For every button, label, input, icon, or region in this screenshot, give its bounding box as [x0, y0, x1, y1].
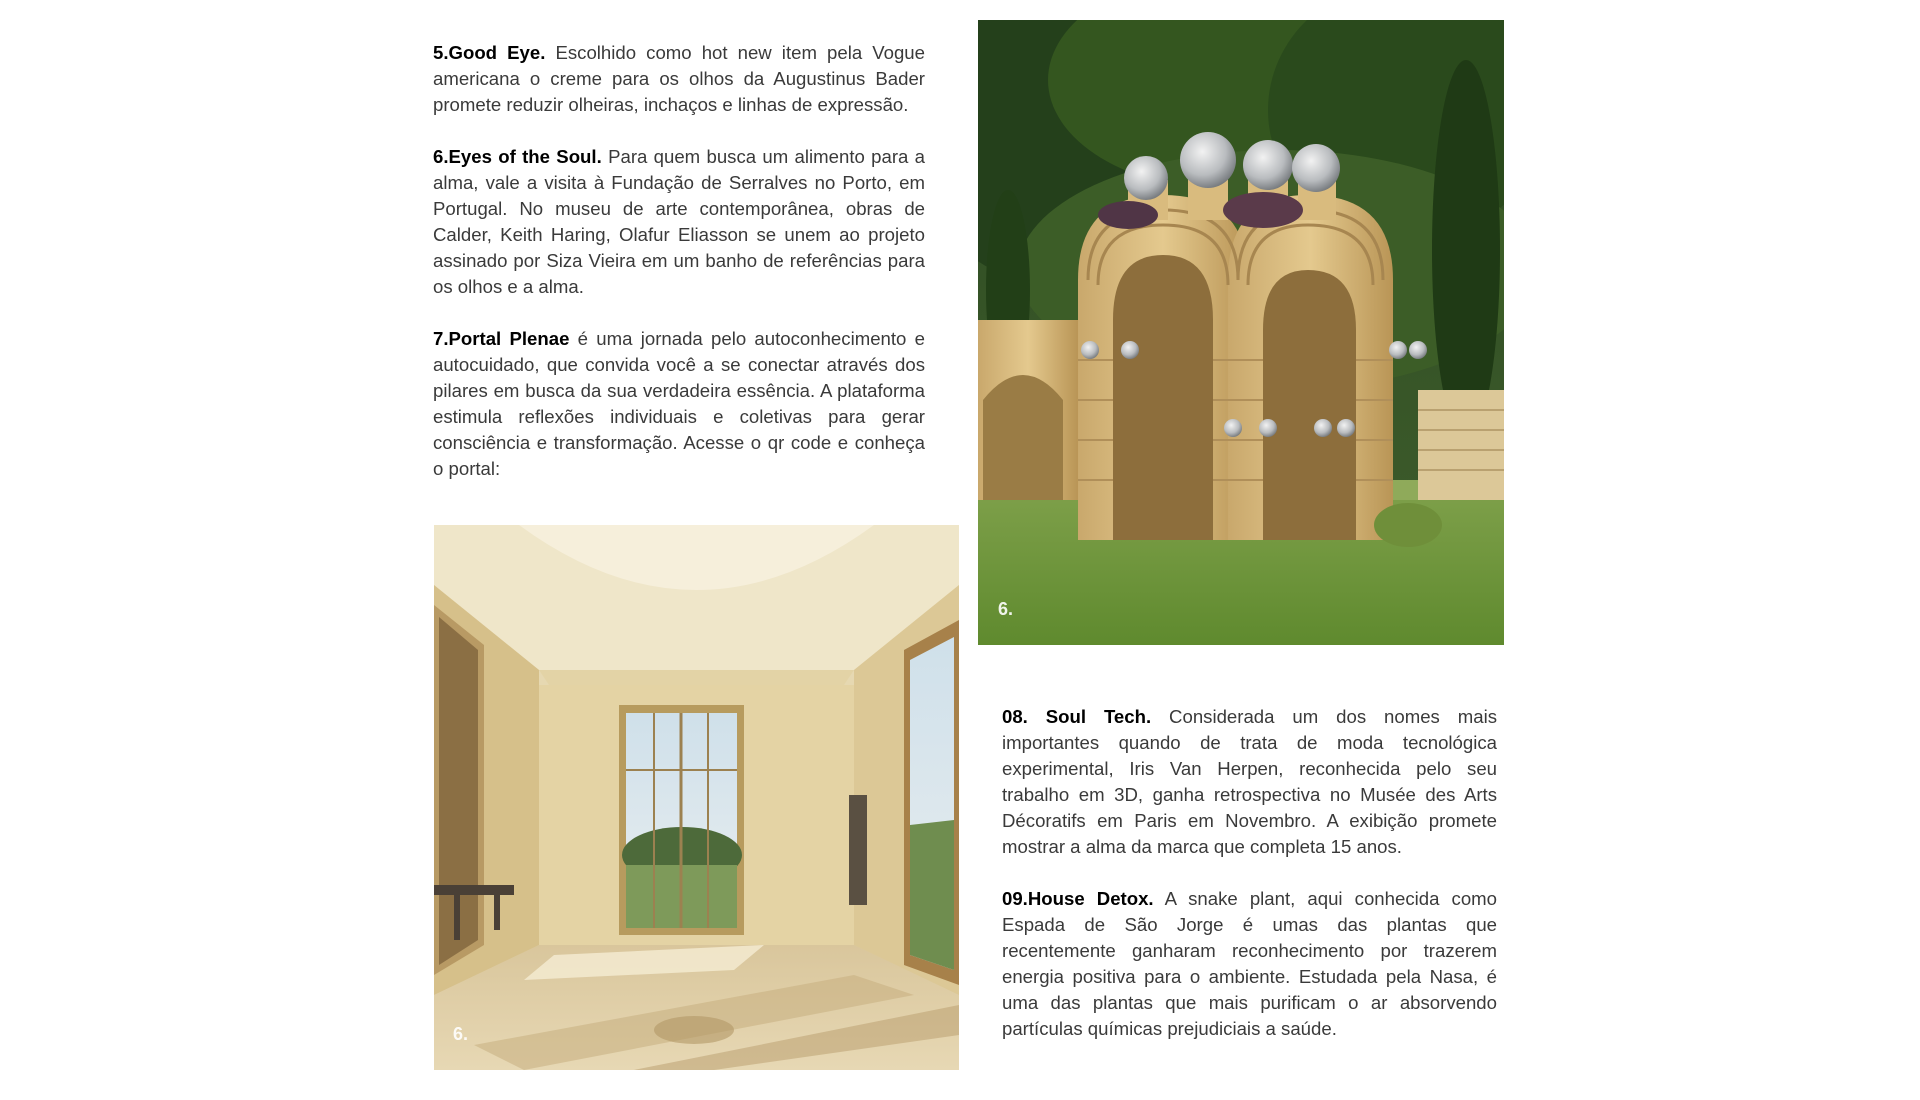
item-title: 08. Soul Tech.	[1002, 706, 1152, 727]
item-body: Para quem busca um alimento para a alma, vale a visita à Fundação de Serralves no Porto, em Portugal. No museu de arte contemporânea, obras de Calder, Keith Haring, Olafur Eliasson se unem ao projeto assinado por Siza Vieira em um banho de referências para os olhos e a alma.	[433, 146, 926, 297]
left-text-column	[433, 40, 925, 508]
item-title: 6.Eyes of the Soul.	[433, 146, 602, 167]
item-title: 7.Portal Plenae	[433, 328, 570, 349]
serralves-interior-photo	[434, 525, 959, 1070]
item-title: 09.House Detox.	[1002, 888, 1154, 909]
item-good-eye	[433, 40, 925, 118]
item-body: é uma jornada pelo autoconhecimento e autocuidado, que convida você a se conectar através dos pilares em busca da sua verdadeira essência. A plataforma estimula reflexões individuais e coletivas para gerar consciência e transformação. Acesse o qr code e conheça o portal:	[433, 328, 925, 479]
photo-caption-number: 6.	[453, 1024, 469, 1044]
item-eyes-of-the-soul	[433, 144, 925, 300]
interior-illustration	[434, 525, 959, 1070]
sculpture-illustration	[978, 20, 1504, 645]
item-portal-plenae	[433, 326, 925, 482]
item-house-detox	[1002, 886, 1497, 1042]
serralves-sculpture-photo	[978, 20, 1504, 645]
right-text-column	[1002, 704, 1497, 1068]
item-body: Escolhido como hot new item pela Vogue americana o creme para os olhos da Augustinus Bader promete reduzir olheiras, inchaços e linhas de expressão.	[433, 42, 925, 115]
item-title: 5.Good Eye.	[433, 42, 546, 63]
item-body: Considerada um dos nomes mais importantes quando de trata de moda tecnológica experimental, Iris Van Herpen, reconhecida pelo seu trabalho em 3D, ganha retrospectiva no Musée des Arts Décoratifs em Paris em Novembro. A exibição promete mostrar a alma da marca que completa 15 anos.	[1002, 706, 1497, 857]
photo-caption-number: 6.	[998, 599, 1014, 619]
item-soul-tech	[1002, 704, 1497, 860]
item-body: A snake plant, aqui conhecida como Espada de São Jorge é umas das plantas que recentemente ganharam reconhecimento por trazerem energia positiva para o ambiente. Estudada pela Nasa, é uma das plantas que mais purificam o ar absorvendo partículas químicas prejudiciais a saúde.	[1002, 888, 1497, 1039]
